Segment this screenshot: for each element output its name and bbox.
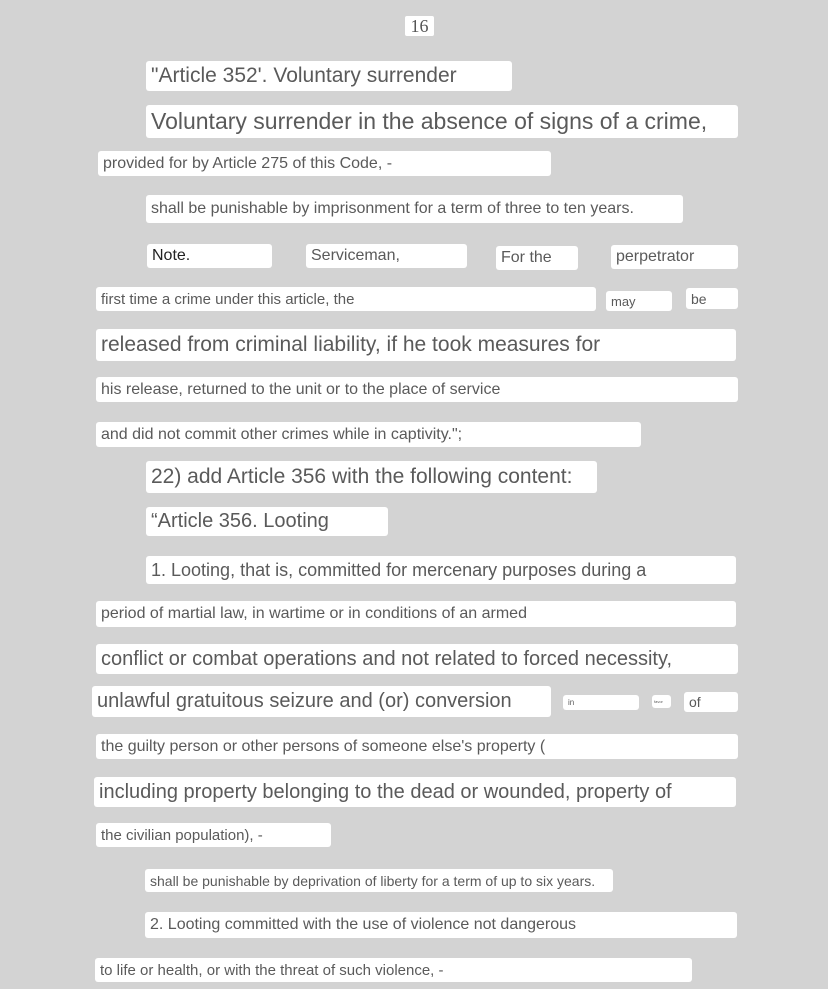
text-fragment: Serviceman, [306,244,467,268]
text-line: the civilian population), - [96,823,331,847]
text-line: conflict or combat operations and not related to forced necessity, [96,644,738,674]
page-number: 16 [405,16,434,36]
text-fragment: For the [496,246,578,270]
text-line: provided for by Article 275 of this Code, - [98,151,551,176]
text-fragment: in [563,695,639,710]
text-line: released from criminal liability, if he took measures for [96,329,736,361]
text-line: and did not commit other crimes while in captivity."; [96,422,641,447]
text-fragment: be [686,288,738,309]
article-352-heading: "Article 352'. Voluntary surrender [146,61,512,91]
text-line: his release, returned to the unit or to the place of service [96,377,738,402]
text-line: shall be punishable by deprivation of liberty for a term of up to six years. [145,869,613,892]
text-fragment: may [606,291,672,311]
text-line: the guilty person or other persons of someone else's property ( [96,734,738,759]
text-line: unlawful gratuitous seizure and (or) conversion [92,686,551,717]
text-fragment: of [684,692,738,712]
article-356-heading: “Article 356. Looting [146,507,388,536]
text-line: first time a crime under this article, the [96,287,596,311]
text-line: to life or health, or with the threat of such violence, - [95,958,692,982]
note-label: Note. [147,244,272,268]
text-line: Voluntary surrender in the absence of signs of a crime, [146,105,738,138]
text-line: 1. Looting, that is, committed for mercenary purposes during a [146,556,736,584]
text-line: 2. Looting committed with the use of violence not dangerous [145,912,737,938]
text-line: including property belonging to the dead or wounded, property of [94,777,736,807]
text-line: shall be punishable by imprisonment for a term of three to ten years. [146,195,683,223]
text-line: 22) add Article 356 with the following content: [146,461,597,493]
text-line: period of martial law, in wartime or in conditions of an armed [96,601,736,627]
text-fragment: perpetrator [611,245,738,269]
text-fragment: favor [652,695,671,708]
